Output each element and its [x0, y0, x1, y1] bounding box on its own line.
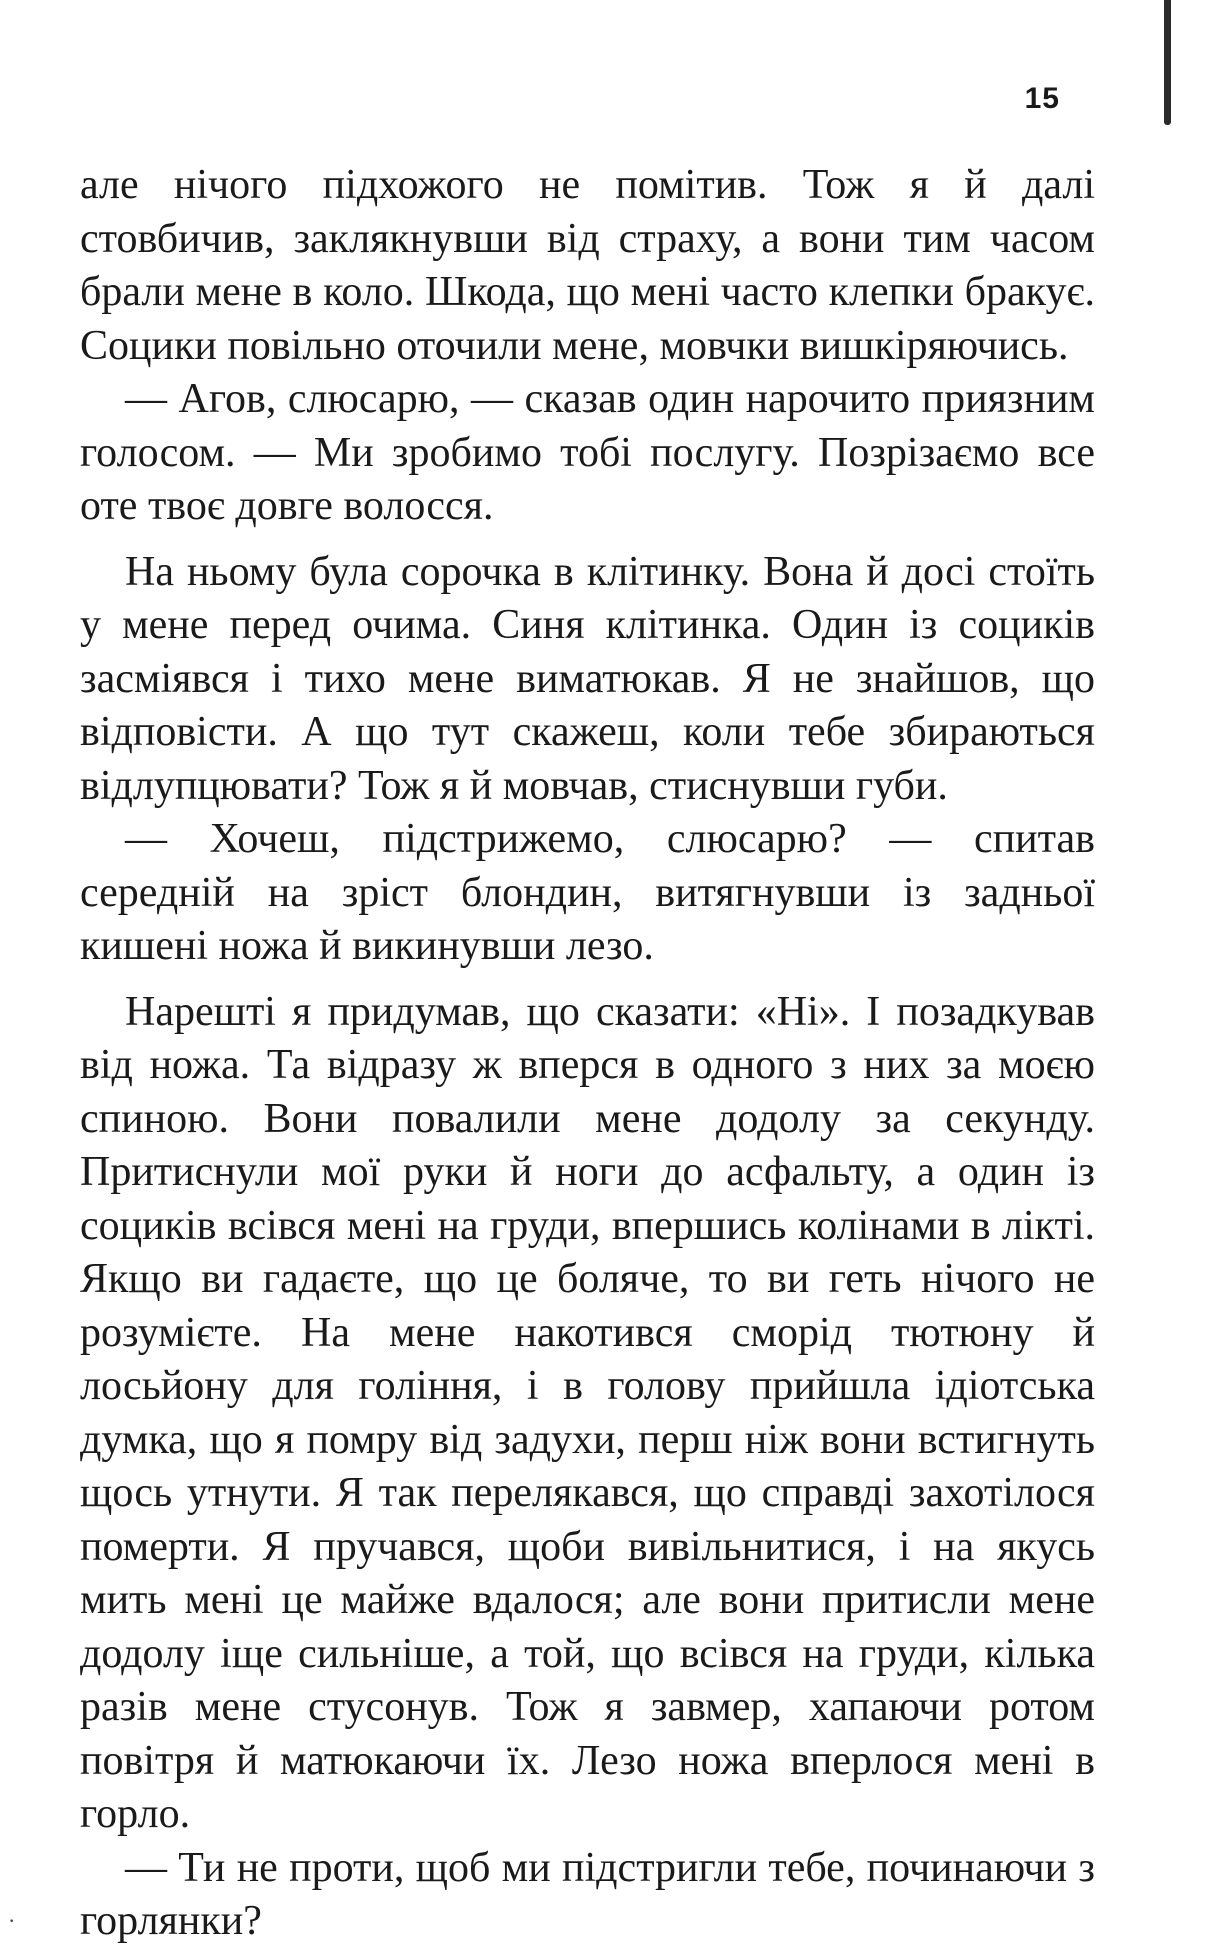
text-body — [80, 159, 1095, 1949]
paragraph: Нарешті я придумав, що сказати: «Ні». І позадкував від ножа. Та відразу ж вперся в одного з них за моєю спиною. Вони повалили мене додолу за секунду. Притиснули мої руки й ноги до асфальту, а один із социків всівся мені на груди, впершись колінами в лікті. Якщо ви гадаєте, що це боляче, то ви геть нічого не розумієте. На мене накотився сморід тютюну й лосьйону для гоління, і в голову прийшла ідіотська думка, що я помру від задухи, перш ніж вони встигнуть щось утнути. Я так перелякався, що справді захотілося померти. Я пручався, щоби вивільнитися, і на якусь мить мені це майже вдалося; але вони притисли мене додолу іще сильніше, а той, що всівся на груди, кілька разів мене стусонув. Тож я завмер, хапаючи ротом повітря й матюкаючи їх. Лезо ножа вперлося мені в горло. — [80, 988, 1095, 1837]
page-number: 15 — [1024, 82, 1060, 115]
paragraph: — Ти не проти, щоб ми підстригли тебе, починаючи з горлянки? — [80, 1844, 1095, 1944]
paragraph: На ньому була сорочка в клітинку. Вона й досі стоїть у мене перед очима. Синя клітинка. Один із социків засміявся і тихо мене виматюкав. Я не знайшов, що відповісти. А що тут скажеш, коли тебе збираються відлупцювати? Тож я й мовчав, стиснувши губи. — [80, 548, 1095, 809]
paragraph: але нічого підхожого не помітив. Тож я й далі стовбичив, заклякнувши від страху, а вони тим часом брали мене в коло. Шкода, що мені часто клепки бракує. Социки повільно оточили мене, мовчки вишкіряючись. — [80, 162, 1095, 369]
scan-speck: · — [8, 1908, 16, 1933]
paragraph: — Хочеш, підстрижемо, слюсарю? — спитав середній на зріст блондин, витягнувши із задньої кишені ножа й викинувши лезо. — [80, 816, 1095, 969]
paragraph: — Агов, слюсарю, — сказав один нарочито приязним голосом. — Ми зробимо тобі послугу. Позрізаємо все оте твоє довге волосся. — [80, 376, 1095, 529]
binding-edge-mark — [1164, 0, 1171, 125]
